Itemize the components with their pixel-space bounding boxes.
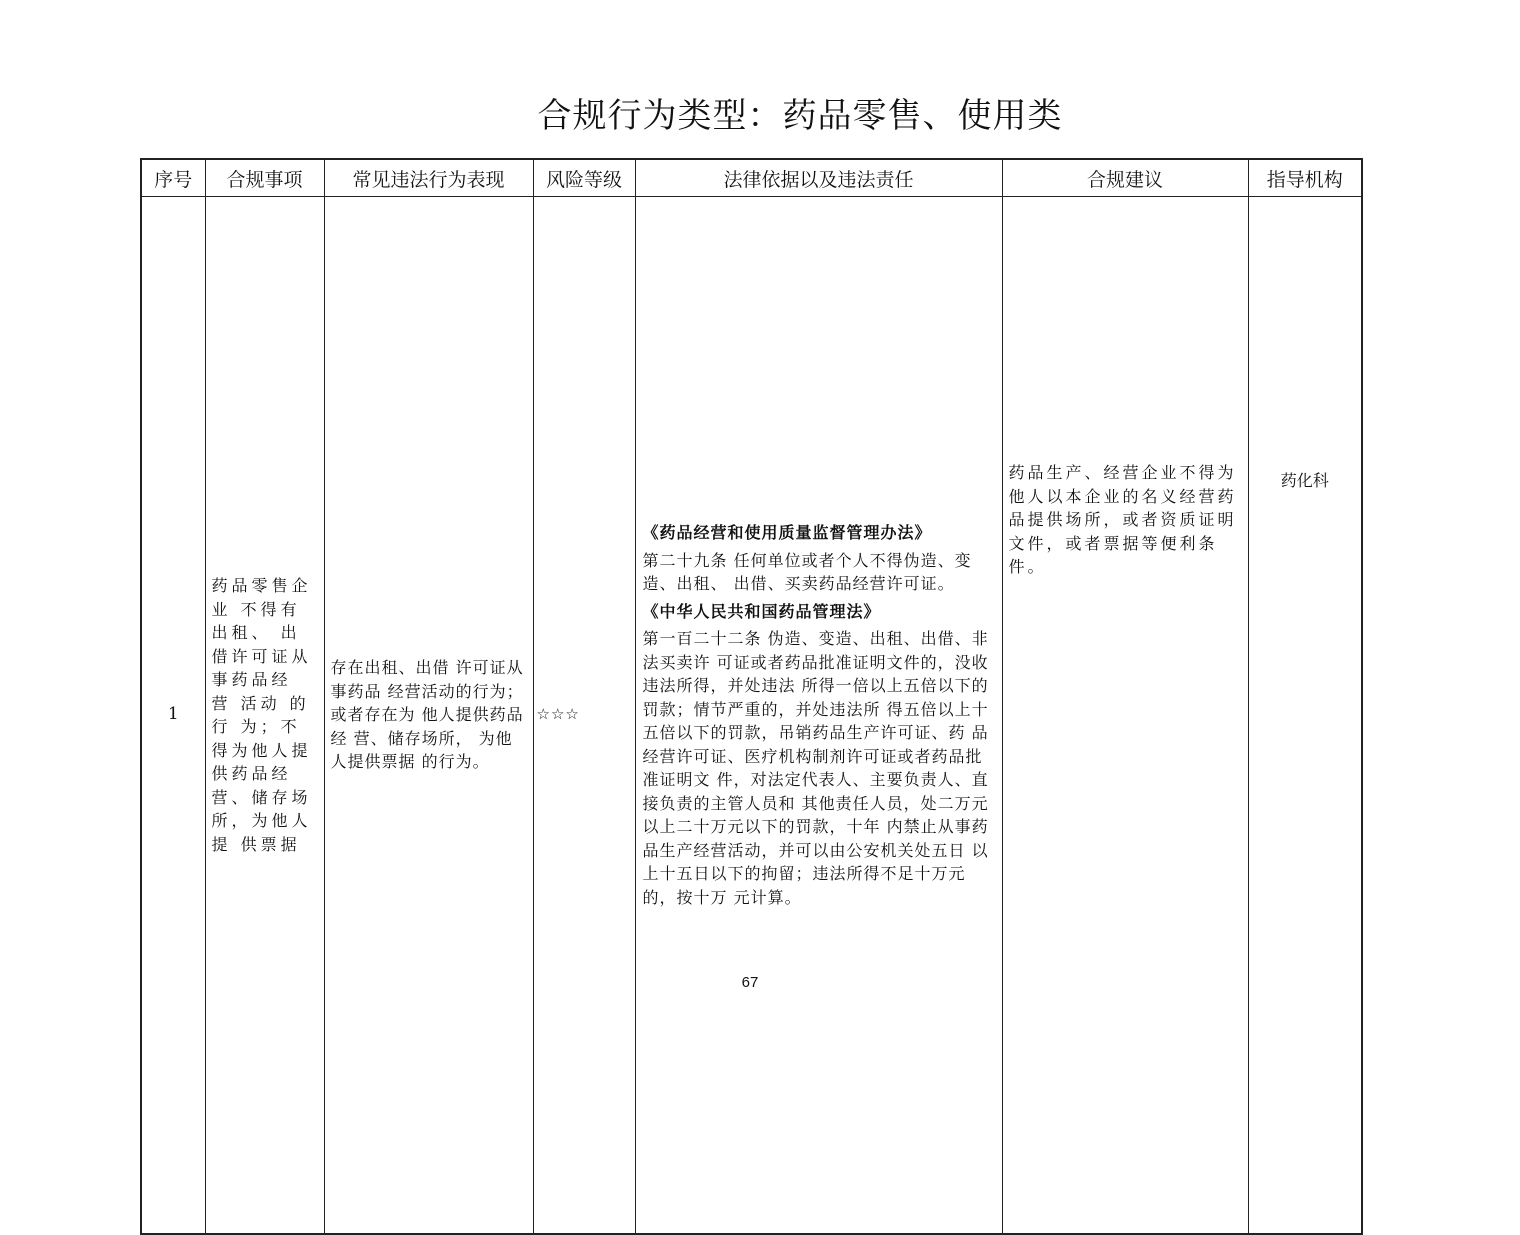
header-advice: 合规建议 <box>1002 159 1248 197</box>
law-text-2: 第一百二十二条 伪造、变造、出租、出借、非法买卖许 可证或者药品批准证明文件的，没收违法所得，并处违法 所得一倍以上五倍以下的罚款；情节严重的，并处违法所 得五倍以上十五倍以下的罚款，吊销药品生产许可证、药 品经营许可证、医疗机构制剂许可证或者药品批准证明文 件，对法定代表人、主要负责人、直接负责的主管人员和 其他责任人员，处二万元以上二十万元以下的罚款，十年 内禁止从事药品生产经营活动，并可以由公安机关处五日 以上十五日以下的拘留；违法所得不足十万元的，按十万 元计算。 <box>642 629 989 907</box>
page-number: 67 <box>741 974 759 991</box>
header-law: 法律依据以及违法责任 <box>635 159 1002 197</box>
law-text-1: 第二十九条 任何单位或者个人不得伪造、变造、出租、 出借、买卖药品经营许可证。 <box>642 550 972 593</box>
header-risk: 风险等级 <box>533 159 635 197</box>
page-title: 合规行为类型：药品零售、使用类 <box>537 96 1063 136</box>
compliance-advice: 药品生产、经营企业不得为他人以本企业的名义经营药品提供场所，或者资质证明文件，或者票据等便利条件。 <box>1002 197 1248 1235</box>
risk-level: ☆☆☆ <box>533 197 635 1235</box>
compliance-table <box>140 158 1363 1235</box>
compliance-item: 药品零售企业 不得有出租、 出借许可证从 事药品经 营 活动 的 行 为；不得为他人提供药品经 营、储存场所，为他人提 供票据 <box>205 197 324 1235</box>
guidance-org: 药化科 <box>1248 197 1362 1235</box>
header-item: 合规事项 <box>205 159 324 197</box>
row-number: 1 <box>141 197 205 1235</box>
header-org: 指导机构 <box>1248 159 1362 197</box>
law-name-1: 《药品经营和使用质量监督管理办法》 <box>642 523 932 542</box>
law-name-2: 《中华人民共和国药品管理法》 <box>642 601 881 621</box>
header-number: 序号 <box>141 159 205 197</box>
table-header-row <box>141 159 1362 197</box>
header-behavior: 常见违法行为表现 <box>324 159 533 197</box>
legal-basis <box>635 197 1002 1235</box>
violation-behavior: 存在出租、出借 许可证从事药品 经营活动的行为；或者存在为 他人提供药品经 营、储存场所， 为他人提供票据 的行为。 <box>324 197 533 1235</box>
table-row <box>141 197 1362 1235</box>
